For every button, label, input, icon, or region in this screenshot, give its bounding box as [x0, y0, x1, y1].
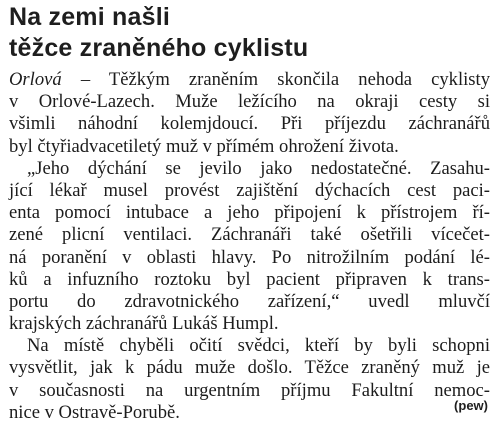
- text-line: ků a infuzního roztoku byl pacient připraven k trans-: [9, 268, 490, 290]
- article-headline: [9, 2, 489, 64]
- paragraph-3: [9, 335, 490, 424]
- article-body: [9, 69, 490, 424]
- text-line: všimli náhodní kolemjdoucí. Při příjezdu záchranářů: [9, 113, 490, 135]
- text-line: ná poranění v oblasti hlavy. Po nitrožilním podání lé-: [9, 246, 490, 268]
- text-line: jící lékař musel provést zajištění dýchacích cest paci-: [9, 179, 490, 201]
- dateline: Orlová: [9, 69, 62, 90]
- text-line: byl čtyřiadvacetiletý muž v přímém ohrožení života.: [9, 135, 399, 157]
- paragraph-2: [9, 158, 490, 336]
- text-line: v současnosti na urgentním příjmu Fakultní nemoc-: [9, 379, 490, 401]
- headline-line-2: těžce zraněného cyklistu: [9, 34, 309, 62]
- text-line: Orlová – Těžkým zraněním skončila nehoda cyklisty: [9, 69, 490, 90]
- text-line: „Jeho dýchání se jevilo jako nedostatečné. Zasahu-: [27, 157, 490, 179]
- paragraph-1: [9, 69, 490, 158]
- text-line: krajských záchranářů Lukáš Humpl.: [9, 313, 279, 335]
- text-line: nice v Ostravě-Porubě.: [9, 401, 180, 423]
- headline-line-1: Na zemi našli: [9, 3, 170, 31]
- author-signature: (pew): [454, 398, 488, 413]
- text-line: vysvětlit, jak k pádu muže došlo. Těžce zraněný muž je: [9, 357, 490, 379]
- text-line: portu do zdravotnického zařízení,“ uvedl mluvčí: [9, 290, 490, 312]
- text-line: zené plicní ventilaci. Záchranáři také ošetřili vícečet-: [9, 224, 490, 246]
- text-line: Na místě chyběli očití svědci, kteří by byli schopni: [27, 335, 490, 357]
- text-line: enta pomocí intubace a jeho připojení k přístrojem ří-: [9, 202, 490, 224]
- text-line: v Orlové-Lazech. Muže ležícího na okraji cesty si: [9, 91, 490, 113]
